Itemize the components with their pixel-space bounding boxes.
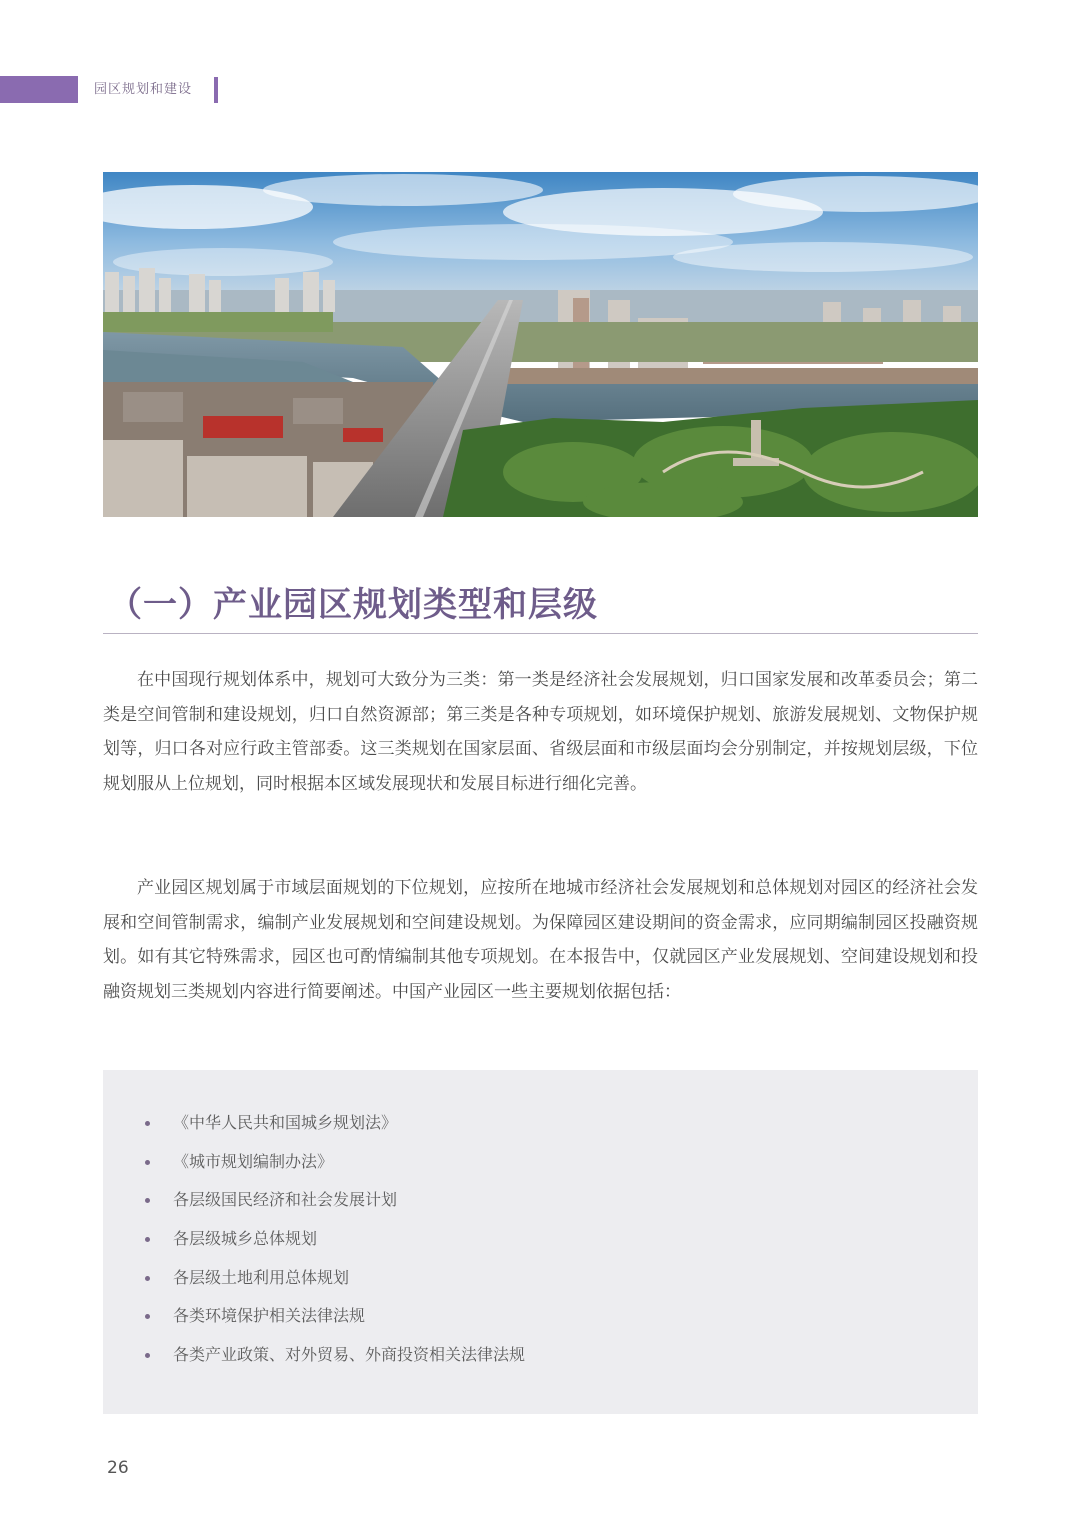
body-paragraph: 在中国现行规划体系中，规划可大致分为三类：第一类是经济社会发展规划，归口国家发展和改革委员会；第二类是空间管制和建设规划，归口自然资源部；第三类是各种专项规划，如环境保护规划、旅游发展规划、文物保护规划等，归口各对应行政主管部委。这三类规划在国家层面、省级层面和市级层面均会分别制定，并按规划层级，下位规划服从上位规划，同时根据本区域发展现状和发展目标进行细化完善。 [103, 670, 978, 794]
list-item-text: 《中华人民共和国城乡规划法》 [173, 1113, 398, 1132]
planning-basis-box [103, 1070, 978, 1414]
bullet-icon [145, 1160, 150, 1165]
list-item [143, 1338, 525, 1377]
bullet-icon [145, 1353, 150, 1358]
list-item [143, 1183, 525, 1222]
list-item [143, 1145, 525, 1184]
bullet-icon [145, 1276, 150, 1281]
header-divider-tick [214, 77, 218, 103]
list-item-text: 《城市规划编制办法》 [173, 1151, 334, 1171]
bullet-icon [145, 1121, 150, 1126]
header-accent-bar [0, 76, 78, 103]
title-underline [103, 633, 978, 634]
body-paragraph: 产业园区规划属于市域层面规划的下位规划，应按所在地城市经济社会发展规划和总体规划对园区的经济社会发展和空间管制需求，编制产业发展规划和空间建设规划。为保障园区建设期间的资金需求，应同期编制园区投融资规划。如有其它特殊需求，园区也可酌情编制其他专项规划。在本报告中，仅就园区产业发展规划、空间建设规划和投融资规划三类规划内容进行简要阐述。中国产业园区一些主要规划依据包括： [103, 878, 978, 1002]
list-item-text: 各层级国民经济和社会发展计划 [173, 1190, 398, 1210]
header-section-label: 园区规划和建设 [94, 82, 193, 97]
bullet-icon [145, 1314, 150, 1319]
planning-basis-list [143, 1106, 525, 1377]
section-title: （一）产业园区规划类型和层级 [108, 585, 598, 625]
list-item [143, 1222, 525, 1261]
list-item [143, 1106, 525, 1145]
list-item-text: 各层级土地利用总体规划 [173, 1267, 350, 1287]
city-panorama-photo [103, 172, 978, 517]
page-number: 26 [107, 1458, 129, 1478]
list-item [143, 1299, 525, 1338]
list-item-text: 各类产业政策、对外贸易、外商投资相关法律法规 [173, 1345, 526, 1365]
list-item-text: 各类环境保护相关法律法规 [173, 1306, 366, 1326]
bullet-icon [145, 1237, 150, 1242]
bullet-icon [145, 1198, 150, 1203]
list-item [143, 1261, 525, 1300]
list-item-text: 各层级城乡总体规划 [173, 1229, 318, 1249]
